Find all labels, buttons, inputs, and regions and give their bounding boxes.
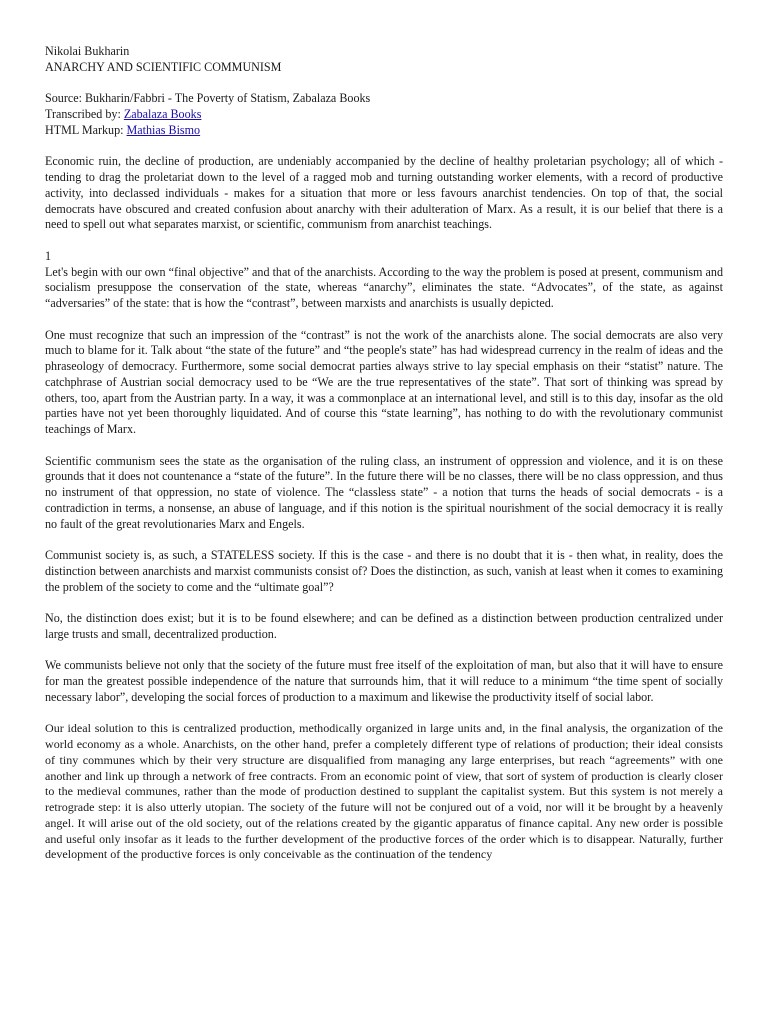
mathias-bismo-link[interactable]: Mathias Bismo	[126, 122, 201, 137]
spacer	[45, 233, 723, 249]
spacer	[45, 706, 723, 722]
author-name: Nikolai Bukharin	[45, 44, 130, 58]
source-line: Source: Bukharin/Fabbri - The Poverty of Statism, Zabalaza Books	[45, 91, 371, 106]
transcribed-label: Transcribed by:	[45, 107, 124, 121]
spacer	[45, 532, 723, 548]
markup-line	[45, 123, 723, 139]
paragraph-3: Scientific communism sees the state as the organisation of the ruling class, an instrument of oppression and violence, and it is on these grounds that it does not countenance a “state of the future”. In the future there will be no classes, there will be no class oppression, and thus no instrument of that oppression, no state of violence. The “classless state” - a notion that turns the heads of social democrats - is a contradiction in terms, a nonsense, an abuse of language, and if this notion is the spiritual nourishment of the social democracy it is really no fault of the great revolutionaries Marx and Engels.	[45, 453, 723, 531]
spacer	[45, 595, 723, 611]
spacer	[45, 312, 723, 328]
paragraph-5: No, the distinction does exist; but it is to be found elsewhere; and can be defined as a distinction between production centralized under large trusts and small, decentralized production.	[45, 611, 723, 641]
paragraph-2: One must recognize that such an impression of the “contrast” is not the work of the anarchists alone. The social democrats are also very much to blame for it. Talk about “the state of the future” and “the people's state” has had widespread currency in the realm of ideas and the phraseology of democracy. Furthermore, some social democrat parties always strive to lay special emphasis on their “statist” nature. The catchphrase of Austrian social democracy used to be “We are the true representatives of the state”. That sort of thinking was spread by others, too, apart from the Austrian party. In a way, it was a commonplace at an international level, and still is to this day, insofar as the old parties have not yet been thoroughly liquidated. And of course this “state learning”, has nothing to do with the revolutionary communist teachings of Marx.	[45, 327, 723, 436]
section-number: 1	[45, 248, 52, 263]
spacer	[45, 438, 723, 454]
document-title: ANARCHY AND SCIENTIFIC COMMUNISM	[45, 59, 282, 74]
document-meta	[45, 91, 723, 138]
spacer	[45, 76, 723, 92]
paragraph-6: We communists believe not only that the society of the future must free itself of the exploitation of man, but also that it will have to ensure for man the greatest possible independence of the nature that surrounds him, that it will reduce to a minimum “the time spent of socially necessary labor”, developing the social forces of production to a maximum and likewise the productivity itself of social labor.	[45, 658, 723, 704]
intro-paragraph: Economic ruin, the decline of production, are undeniably accompanied by the decline of healthy proletarian psychology; all of which - tending to drag the proletariat down to the level of a ragged mob and turning outstanding worker elements, with a record of productive activity, into declassed individuals - makes for a situation that more or less favours anarchist tendencies. On top of that, the social democrats have obscured and created confusion about anarchy with their adulteration of Marx. As a result, it is our belief that there is a need to spell out what separates marxist, or scientific, communism from anarchist teachings.	[45, 154, 723, 232]
document-page	[45, 44, 723, 863]
document-header	[45, 44, 723, 76]
paragraph-7: Our ideal solution to this is centralized production, methodically organized in large units and, in the final analysis, the organization of the world economy as a whole. Anarchists, on the other hand, prefer a completely different type of relations of production; their ideal consists of tiny communes which by their very structure are disqualified from managing any large enterprises, but reach “agreements” with one another and link up through a network of free contracts. From an economic point of view, that sort of system of production is clearly closer to the medieval communes, rather than the mode of production destined to supplant the capitalist system. But this system is not merely a retrograde step: it is also utterly utopian. The society of the future will not be conjured out of a void, nor will it be brought by a heavenly angel. It will arise out of the old society, out of the relations created by the gigantic apparatus of finance capital. Any new order is possible and useful only insofar as it leads to the further development of the productive forces of the order which is to disappear. Naturally, further development of the productive forces is only conceivable as the continuation of the tendency	[45, 721, 723, 862]
transcribed-line	[45, 107, 723, 123]
markup-label: HTML Markup:	[45, 122, 127, 137]
spacer	[45, 139, 723, 155]
paragraph-4: Communist society is, as such, a STATELESS society. If this is the case - and there is no doubt that it is - then what, in reality, does the distinction between anarchists and marxist communists consist of? Does the distinction, as such, vanish at least when it comes to examining the problem of the society to come and the “ultimate goal”?	[45, 548, 723, 594]
paragraph-1: Let's begin with our own “final objective” and that of the anarchists. According to the way the problem is posed at present, communism and socialism presuppose the conservation of the state, whereas “anarchy”, eliminates the state. “Advocates”, of the state, as against “adversaries” of the state: that is how the “contrast”, between marxists and anarchists is usually depicted.	[45, 264, 723, 310]
spacer	[45, 643, 723, 659]
zabalaza-books-link[interactable]: Zabalaza Books	[123, 107, 202, 121]
